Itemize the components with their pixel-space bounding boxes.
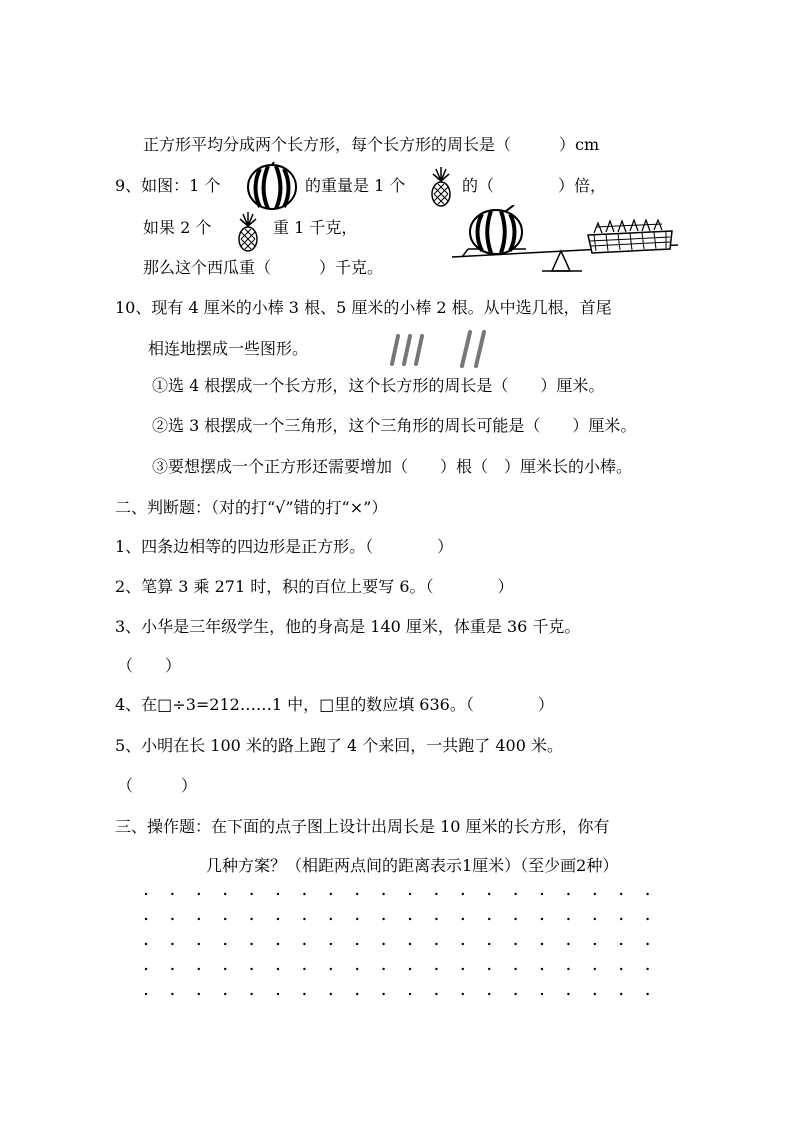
grid-dot: [198, 968, 200, 970]
grid-dot: [594, 993, 596, 995]
grid-dot: [620, 893, 622, 895]
grid-dot: [462, 993, 464, 995]
grid-dot: [250, 893, 252, 895]
grid-dot: [303, 968, 305, 970]
grid-dot: [594, 918, 596, 920]
grid-dot: [198, 993, 200, 995]
grid-dot: [330, 893, 332, 895]
grid-dot: [356, 943, 358, 945]
grid-dot: [435, 993, 437, 995]
grid-dot: [409, 893, 411, 895]
grid-dot: [303, 993, 305, 995]
grid-dot: [382, 993, 384, 995]
grid-dot: [646, 893, 648, 895]
grid-dot: [330, 968, 332, 970]
q9-text-1: 9、如图：1 个: [115, 176, 221, 195]
grid-dot: [224, 893, 226, 895]
pineapple-icon: [236, 212, 260, 252]
judge-item-5-answer: （ ）: [117, 776, 198, 795]
grid-dot: [382, 893, 384, 895]
grid-dot: [382, 968, 384, 970]
grid-dot: [567, 993, 569, 995]
watermelon-icon: [246, 161, 298, 211]
grid-dot: [646, 968, 648, 970]
grid-dot: [620, 943, 622, 945]
grid-dot: [198, 943, 200, 945]
grid-dot: [303, 893, 305, 895]
q10-line1: 10、现有 4 厘米的小棒 3 根、5 厘米的小棒 2 根。从中选几根，首尾: [115, 298, 612, 317]
grid-dot: [382, 918, 384, 920]
grid-dot: [514, 918, 516, 920]
grid-dot: [488, 943, 490, 945]
grid-dot: [594, 893, 596, 895]
grid-dot: [488, 993, 490, 995]
pineapple-icon: [429, 167, 453, 207]
grid-dot: [594, 943, 596, 945]
grid-dot: [594, 968, 596, 970]
grid-dot: [409, 918, 411, 920]
grid-dot: [250, 993, 252, 995]
grid-dot: [277, 968, 279, 970]
grid-dot: [435, 943, 437, 945]
judge-item-3: 3、小华是三年级学生，他的身高是 140 厘米，体重是 36 千克。: [115, 617, 581, 636]
grid-dot: [541, 993, 543, 995]
grid-dot: [330, 943, 332, 945]
grid-dot: [198, 893, 200, 895]
grid-dot: [488, 918, 490, 920]
grid-dot: [145, 993, 147, 995]
grid-dot: [224, 968, 226, 970]
grid-dot: [462, 943, 464, 945]
grid-dot: [567, 893, 569, 895]
grid-dot: [620, 993, 622, 995]
grid-dot: [646, 918, 648, 920]
grid-dot: [462, 968, 464, 970]
grid-dot: [171, 993, 173, 995]
grid-dot: [356, 993, 358, 995]
grid-dot: [646, 993, 648, 995]
grid-dot: [567, 968, 569, 970]
q10-sub3: ③要想摆成一个正方形还需要增加（ ）根（ ）厘米长的小棒。: [152, 457, 633, 476]
judge-item-4: 4、在□÷3=212……1 中，□里的数应填 636。（ ）: [115, 695, 554, 714]
grid-dot: [356, 968, 358, 970]
judge-item-2: 2、笔算 3 乘 271 时，积的百位上要写 6。（ ）: [115, 577, 514, 596]
balance-scale-icon: [448, 205, 684, 290]
grid-dot: [488, 893, 490, 895]
grid-dot: [277, 918, 279, 920]
grid-dot: [277, 893, 279, 895]
grid-dot: [514, 993, 516, 995]
grid-dot: [435, 893, 437, 895]
q10-sub2: ②选 3 根摆成一个三角形，这个三角形的周长可能是（ ）厘米。: [152, 416, 637, 435]
grid-dot: [224, 918, 226, 920]
grid-dot: [145, 968, 147, 970]
grid-dot: [277, 943, 279, 945]
grid-dot: [409, 993, 411, 995]
q9-text-3: 的（ ）倍，: [462, 176, 607, 195]
q9-text-2: 的重量是 1 个: [305, 176, 406, 195]
q10-sub1: ①选 4 根摆成一个长方形，这个长方形的周长是（ ）厘米。: [152, 376, 605, 395]
grid-dot: [330, 918, 332, 920]
grid-dot: [356, 893, 358, 895]
grid-dot: [198, 918, 200, 920]
grid-dot: [171, 943, 173, 945]
judge-item-3-answer: （ ）: [117, 656, 182, 675]
grid-dot: [356, 918, 358, 920]
grid-dot: [171, 893, 173, 895]
grid-dot: [620, 918, 622, 920]
dot-grid[interactable]: [136, 884, 676, 1004]
q9-text-line2a: 如果 2 个: [143, 218, 212, 237]
grid-dot: [145, 893, 147, 895]
grid-dot: [514, 968, 516, 970]
grid-dot: [567, 943, 569, 945]
grid-dot: [145, 918, 147, 920]
grid-dot: [145, 943, 147, 945]
grid-dot: [541, 968, 543, 970]
grid-dot: [303, 918, 305, 920]
grid-dot: [435, 968, 437, 970]
grid-dot: [435, 918, 437, 920]
grid-dot: [488, 968, 490, 970]
grid-dot: [541, 893, 543, 895]
grid-dot: [409, 968, 411, 970]
grid-dot: [382, 943, 384, 945]
sticks-icon: [386, 330, 502, 370]
grid-dot: [303, 943, 305, 945]
grid-dot: [567, 918, 569, 920]
judge-item-5: 5、小明在长 100 米的路上跑了 4 个来回，一共跑了 400 米。: [115, 736, 563, 755]
grid-dot: [646, 943, 648, 945]
q9-text-line2b: 重 1 千克，: [273, 218, 358, 237]
grid-dot: [541, 943, 543, 945]
grid-dot: [250, 968, 252, 970]
section3-line1: 三、操作题：在下面的点子图上设计出周长是 10 厘米的长方形，你有: [115, 817, 610, 836]
section3-line2: 几种方案？（相距两点间的距离表示1厘米）（至少画2种）: [206, 856, 619, 875]
section2-title: 二、判断题：（对的打“√”错的打“×”）: [115, 498, 388, 517]
grid-dot: [277, 993, 279, 995]
grid-dot: [224, 993, 226, 995]
grid-dot: [541, 918, 543, 920]
grid-dot: [171, 968, 173, 970]
grid-dot: [514, 943, 516, 945]
grid-dot: [171, 918, 173, 920]
q10-line2: 相连地摆成一些图形。: [148, 339, 309, 358]
judge-item-1: 1、四条边相等的四边形是正方形。（ ）: [115, 537, 454, 556]
grid-dot: [620, 968, 622, 970]
grid-dot: [250, 918, 252, 920]
grid-dot: [462, 918, 464, 920]
q8-continuation: 正方形平均分成两个长方形，每个长方形的周长是（ ）cm: [143, 135, 600, 154]
q9-text-line3: 那么这个西瓜重（ ）千克。: [143, 258, 384, 277]
grid-dot: [462, 893, 464, 895]
grid-dot: [250, 943, 252, 945]
grid-dot: [330, 993, 332, 995]
grid-dot: [514, 893, 516, 895]
grid-dot: [409, 943, 411, 945]
grid-dot: [224, 943, 226, 945]
